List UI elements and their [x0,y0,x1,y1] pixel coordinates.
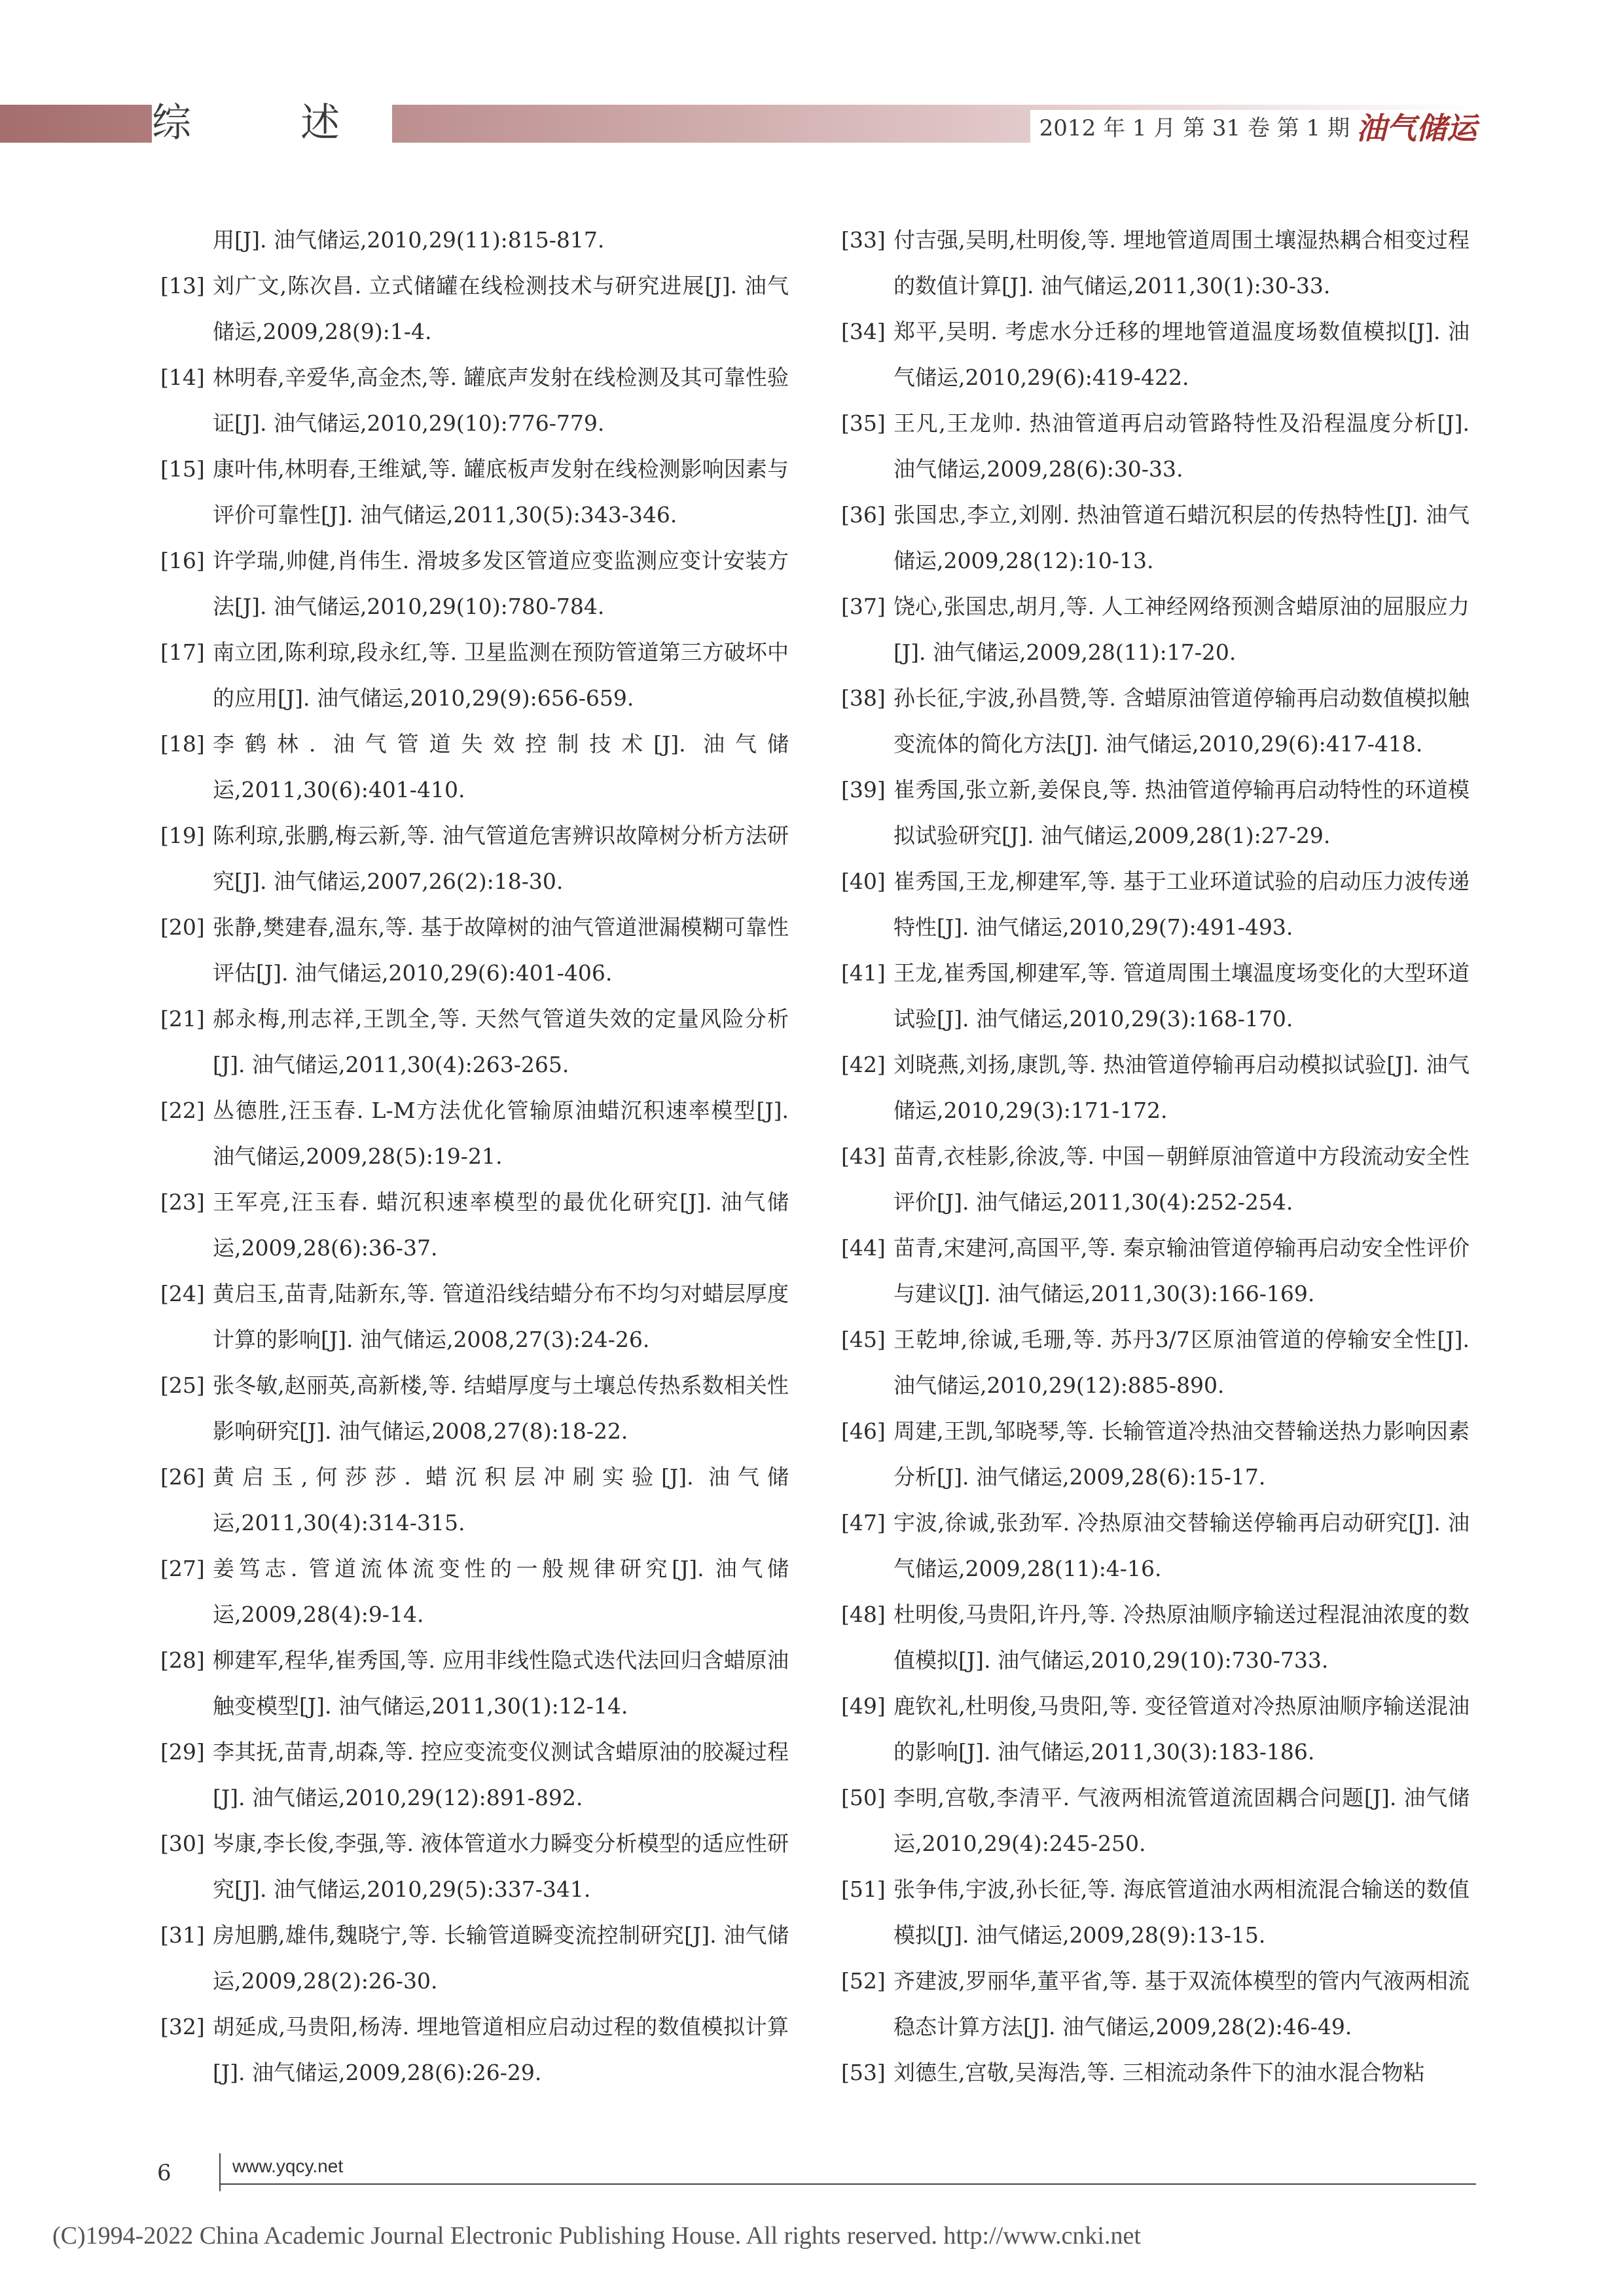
reference-text: 鹿钦礼,杜明俊,马贵阳,等. 变径管道对冷热原油顺序输送混油的影响[J]. 油气储运,2011,30(3):183-186. [893,1693,1470,1765]
reference-text: 宇波,徐诚,张劲军. 冷热原油交替输送停输再启动研究[J]. 油气储运,2009,28(11):4-16. [893,1510,1470,1581]
reference-entry [841,1408,1470,1500]
reference-text: 林明春,辛爱华,高金杰,等. 罐底声发射在线检测及其可靠性验证[J]. 油气储运,2010,29(10):776-779. [213,365,789,436]
reference-number: [47] [841,1510,886,1535]
reference-entry [160,446,789,538]
reference-entry [160,538,789,630]
reference-text: 康叶伟,林明春,王维斌,等. 罐底板声发射在线检测影响因素与评价可靠性[J]. 油气储运,2011,30(5):343-346. [213,456,789,528]
reference-entry [841,1042,1470,1134]
reference-text: 黄启玉,何莎莎. 蜡沉积层冲刷实验[J]. 油气储运,2011,30(4):314-315. [213,1464,789,1535]
reference-entry [841,217,1470,309]
issue-info [1030,110,1477,147]
reference-number: [42] [841,1052,886,1077]
reference-text: 郝永梅,刑志祥,王凯全,等. 天然气管道失效的定量风险分析[J]. 油气储运,2011,30(4):263-265. [213,1006,789,1077]
reference-entry [160,355,789,446]
reference-entry [160,996,789,1088]
reference-entry [160,2004,789,2096]
reference-number: [15] [160,456,205,482]
reference-entry [160,1638,789,1729]
reference-text: 崔秀国,张立新,姜保良,等. 热油管道停输再启动特性的环道模拟试验研究[J]. 油气储运,2009,28(1):27-29. [893,777,1470,848]
reference-number: [20] [160,914,205,940]
reference-text: 苗青,衣桂影,徐波,等. 中国－朝鲜原油管道中方段流动安全性评价[J]. 油气储运,2011,30(4):252-254. [893,1143,1470,1215]
reference-entry [160,1363,789,1454]
reference-number: [32] [160,2014,205,2039]
section-title: 综 述 [152,97,392,149]
reference-text: 郑平,吴明. 考虑水分迁移的埋地管道温度场数值模拟[J]. 油气储运,2010,29(6):419-422. [893,319,1470,390]
reference-entry [160,1729,789,1821]
reference-text: 丛德胜,汪玉春. L-M方法优化管输原油蜡沉积速率模型[J]. 油气储运,2009,28(5):19-21. [213,1098,789,1169]
reference-text: 许学瑞,帅健,肖伟生. 滑坡多发区管道应变监测应变计安装方法[J]. 油气储运,2010,29(10):780-784. [213,548,789,619]
page-number: 6 [157,2160,171,2186]
reference-entry [841,2050,1470,2096]
reference-text: 刘晓燕,刘扬,康凯,等. 热油管道停输再启动模拟试验[J]. 油气储运,2010,29(3):171-172. [893,1052,1470,1123]
reference-entry [841,492,1470,584]
reference-text: 张争伟,宇波,孙长征,等. 海底管道油水两相流混合输送的数值模拟[J]. 油气储运,2009,28(9):13-15. [893,1876,1470,1948]
reference-number: [36] [841,502,886,528]
reference-entry [841,584,1470,675]
reference-number: [40] [841,869,886,894]
reference-entry [160,813,789,905]
reference-text: 用[J]. 油气储运,2010,29(11):815-817. [213,227,605,253]
reference-number: [53] [841,2060,886,2085]
reference-number [160,217,213,263]
reference-entry [160,263,789,355]
reference-text: 姜笃志. 管道流体流变性的一般规律研究[J]. 油气储运,2009,28(4):9-14. [213,1556,789,1627]
reference-entry [160,1546,789,1638]
reference-text: 岑康,李长俊,李强,等. 液体管道水力瞬变分析模型的适应性研究[J]. 油气储运,2010,29(5):337-341. [213,1831,789,1902]
reference-text: 孙长征,宇波,孙昌赞,等. 含蜡原油管道停输再启动数值模拟触变流体的简化方法[J]. 油气储运,2010,29(6):417-418. [893,685,1470,757]
reference-number: [52] [841,1968,886,1994]
reference-text: 张冬敏,赵丽英,高新楼,等. 结蜡厚度与土壤总传热系数相关性影响研究[J]. 油气储运,2008,27(8):18-22. [213,1372,789,1444]
reference-entry [841,950,1470,1042]
reference-entry [841,1134,1470,1225]
reference-entry [841,1867,1470,1958]
reference-number: [45] [841,1327,886,1352]
reference-entry [841,1683,1470,1775]
reference-number: [51] [841,1876,886,1902]
reference-entry [841,401,1470,492]
reference-text: 王乾坤,徐诚,毛珊,等. 苏丹3/7区原油管道的停输安全性[J]. 油气储运,2010,29(12):885-890. [893,1327,1470,1398]
reference-entry [841,1775,1470,1867]
reference-entry [841,1317,1470,1408]
reference-number: [27] [160,1556,205,1581]
reference-number: [43] [841,1143,886,1169]
reference-number: [41] [841,960,886,986]
reference-number: [23] [160,1189,205,1215]
reference-text: 刘广文,陈次昌. 立式储罐在线检测技术与研究进展[J]. 油气储运,2009,28(9):1-4. [213,273,789,344]
reference-number: [16] [160,548,205,573]
reference-entry [160,1088,789,1179]
reference-number: [26] [160,1464,205,1490]
reference-entry [160,1912,789,2004]
reference-column-right [841,217,1470,2096]
reference-number: [21] [160,1006,205,1031]
footer-divider-horizontal [219,2183,1476,2185]
reference-entry [160,630,789,721]
reference-entry [160,905,789,996]
reference-text: 南立团,陈利琼,段永红,等. 卫星监测在预防管道第三方破坏中的应用[J]. 油气储运,2010,29(9):656-659. [213,639,789,711]
reference-text: 崔秀国,王龙,柳建军,等. 基于工业环道试验的启动压力波传递特性[J]. 油气储运,2010,29(7):491-493. [893,869,1470,940]
reference-number: [39] [841,777,886,802]
reference-entry [160,1179,789,1271]
reference-text: 周建,王凯,邹晓琴,等. 长输管道冷热油交替输送热力影响因素分析[J]. 油气储运,2009,28(6):15-17. [893,1418,1470,1490]
reference-number: [29] [160,1739,205,1765]
reference-number: [19] [160,823,205,848]
reference-entry [841,309,1470,401]
reference-column-left [160,217,789,2096]
reference-number: [34] [841,319,886,344]
reference-number: [13] [160,273,205,298]
reference-number: [17] [160,639,205,665]
reference-text: 张静,樊建春,温东,等. 基于故障树的油气管道泄漏模糊可靠性评估[J]. 油气储运,2010,29(6):401-406. [213,914,789,986]
reference-number: [35] [841,410,886,436]
reference-text: 王军亮,汪玉春. 蜡沉积速率模型的最优化研究[J]. 油气储运,2009,28(6):36-37. [213,1189,789,1261]
reference-text: 黄启玉,苗青,陆新东,等. 管道沿线结蜡分布不均匀对蜡层厚度计算的影响[J]. 油气储运,2008,27(3):24-26. [213,1281,789,1352]
copyright-notice: (C)1994-2022 China Academic Journal Electronic Publishing House. All rights reserved. http://www.cnki.net [52,2222,1141,2250]
reference-text: 杜明俊,马贵阳,许丹,等. 冷热原油顺序输送过程混油浓度的数值模拟[J]. 油气储运,2010,29(10):730-733. [893,1602,1470,1673]
reference-text: 李明,宫敬,李清平. 气液两相流管道流固耦合问题[J]. 油气储运,2010,29(4):245-250. [893,1785,1470,1856]
reference-text: 刘德生,宫敬,吴海浩,等. 三相流动条件下的油水混合物粘 [893,2060,1425,2085]
reference-entry [841,675,1470,767]
reference-number: [18] [160,731,205,757]
reference-number: [14] [160,365,205,390]
reference-text: 王龙,崔秀国,柳建军,等. 管道周围土壤温度场变化的大型环道试验[J]. 油气储运,2010,29(3):168-170. [893,960,1470,1031]
reference-number: [44] [841,1235,886,1261]
reference-text: 付吉强,吴明,杜明俊,等. 埋地管道周围土壤湿热耦合相变过程的数值计算[J]. 油气储运,2011,30(1):30-33. [893,227,1470,298]
reference-entry [160,217,789,263]
reference-number: [30] [160,1831,205,1856]
reference-text: 柳建军,程华,崔秀国,等. 应用非线性隐式迭代法回归含蜡原油触变模型[J]. 油气储运,2011,30(1):12-14. [213,1647,789,1719]
reference-number: [33] [841,227,886,253]
reference-number: [37] [841,594,886,619]
reference-text: 胡延成,马贵阳,杨涛. 埋地管道相应启动过程的数值模拟计算[J]. 油气储运,2009,28(6):26-29. [213,2014,789,2085]
journal-logo: 油气储运 [1356,111,1477,146]
reference-entry [841,1225,1470,1317]
issue-text: 2012 年 1 月 第 31 卷 第 1 期 [1039,115,1350,141]
journal-url: www.yqcy.net [232,2156,344,2176]
reference-entry [841,1592,1470,1683]
reference-text: 张国忠,李立,刘刚. 热油管道石蜡沉积层的传热特性[J]. 油气储运,2009,28(12):10-13. [893,502,1470,573]
reference-entry [160,1821,789,1912]
reference-text: 房旭鹏,雄伟,魏晓宁,等. 长输管道瞬变流控制研究[J]. 油气储运,2009,28(2):26-30. [213,1922,789,1994]
reference-entry [160,721,789,813]
reference-entry [841,859,1470,950]
reference-entry [841,1958,1470,2050]
reference-text: 齐建波,罗丽华,董平省,等. 基于双流体模型的管内气液两相流稳态计算方法[J]. 油气储运,2009,28(2):46-49. [893,1968,1470,2039]
reference-text: 陈利琼,张鹏,梅云新,等. 油气管道危害辨识故障树分析方法研究[J]. 油气储运,2007,26(2):18-30. [213,823,789,894]
reference-number: [31] [160,1922,205,1948]
reference-text: 苗青,宋建河,高国平,等. 秦京输油管道停输再启动安全性评价与建议[J]. 油气储运,2011,30(3):166-169. [893,1235,1470,1306]
reference-entry [841,1500,1470,1592]
reference-number: [38] [841,685,886,711]
reference-number: [22] [160,1098,205,1123]
reference-text: 王凡,王龙帅. 热油管道再启动管路特性及沿程温度分析[J]. 油气储运,2009,28(6):30-33. [893,410,1470,482]
reference-number: [49] [841,1693,886,1719]
reference-number: [46] [841,1418,886,1444]
reference-number: [48] [841,1602,886,1627]
reference-number: [50] [841,1785,886,1810]
footer-divider-vertical [219,2153,221,2191]
reference-text: 饶心,张国忠,胡月,等. 人工神经网络预测含蜡原油的屈服应力[J]. 油气储运,2009,28(11):17-20. [893,594,1470,665]
reference-number: [24] [160,1281,205,1306]
reference-entry [841,767,1470,859]
reference-entry [160,1271,789,1363]
reference-number: [25] [160,1372,205,1398]
reference-text: 李鹤林. 油气管道失效控制技术[J]. 油气储运,2011,30(6):401-410. [213,731,789,802]
reference-text: 李其抚,苗青,胡森,等. 控应变流变仪测试含蜡原油的胶凝过程[J]. 油气储运,2010,29(12):891-892. [213,1739,789,1810]
reference-entry [160,1454,789,1546]
reference-number: [28] [160,1647,205,1673]
